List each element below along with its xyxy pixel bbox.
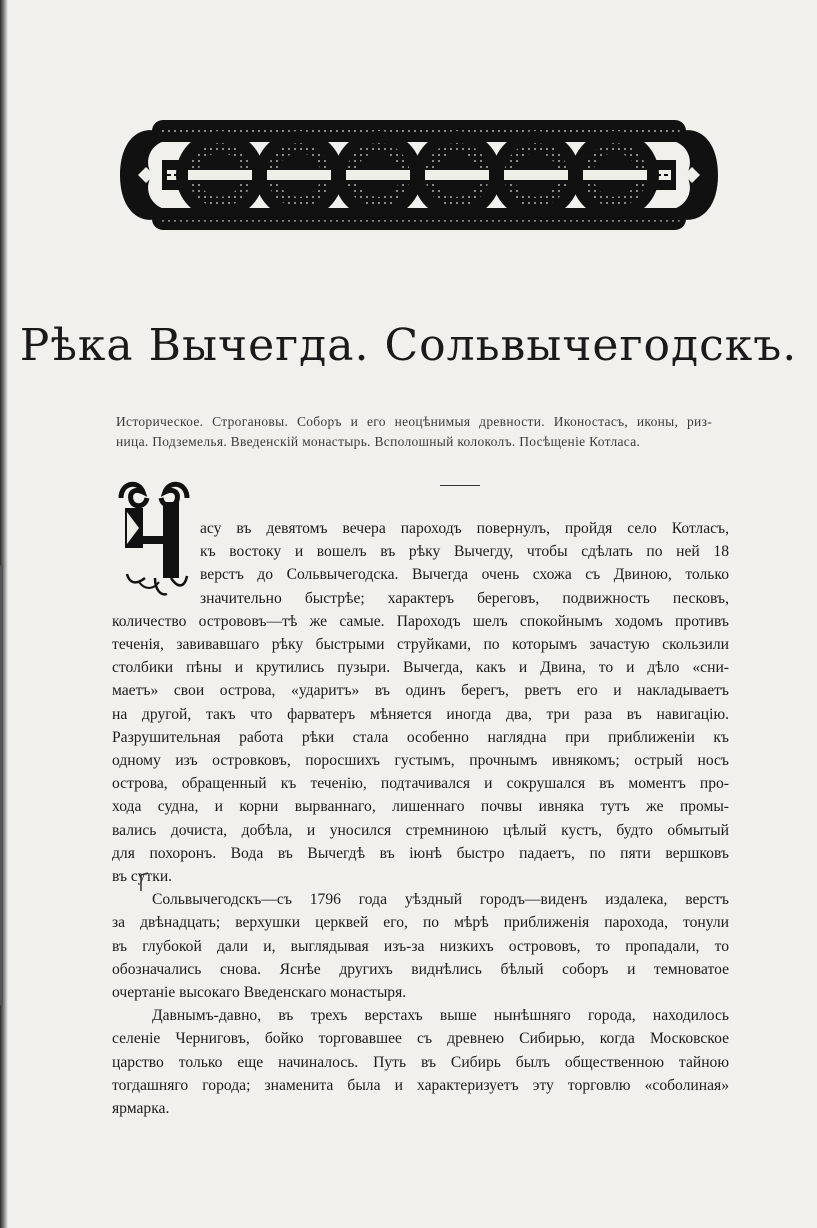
body-line: теченія, завивавшаго рѣку быстрыми струйками, по которымъ зачастую скользили: [112, 636, 729, 654]
body-text: [112, 517, 729, 1120]
body-line: Сольвычегодскъ—съ 1796 года уѣздный городъ—виденъ издалека, верстъ: [152, 891, 729, 909]
body-line: селеніе Черниговъ, бойко торговавшее съ древнею Сибирью, когда Московское: [112, 1030, 729, 1048]
body-line: царство только еще начиналось. Путь въ Сибирь былъ общественною тайною: [112, 1053, 729, 1071]
summary-line: ница. Подземелья. Введенскій монастырь. Всполошный колоколъ. Посѣщеніе Котласа.: [116, 434, 641, 449]
body-line: вались дочиста, добѣла, и уносился стремниною цѣлый кустъ, будто обмытый: [112, 821, 729, 839]
body-line: одному изъ островковъ, поросшихъ густымъ, прочнымъ ивнякомъ; острый носъ: [112, 752, 729, 770]
section-divider: [440, 485, 480, 486]
body-line: за двѣнадцать; верхушки церквей его, по мѣрѣ приближенія парохода, тонули: [112, 914, 729, 932]
summary-line: Историческое. Строгановы. Соборъ и его неоцѣнимыя древности. Иконостасъ, иконы, риз-: [116, 414, 712, 429]
body-line: Разрушительная работа рѣки стала особенно наглядна при приближеніи къ: [112, 728, 729, 746]
body-line: значительно быстрѣе; характеръ береговъ, подвижность песковъ,: [200, 589, 729, 607]
chapter-title: Рѣка Вычегда. Сольвычегодскъ.: [19, 320, 798, 371]
body-line: на другой, такъ что фарватеръ мѣняется иногда два, три раза въ навигацію.: [112, 705, 729, 723]
body-line: ярмарка.: [112, 1100, 170, 1118]
body-line: въ глубокой дали и, выглядывая изъ-за низкихъ острововъ, то пропадали, то: [112, 937, 729, 955]
ornamental-header-band: [112, 110, 726, 240]
body-line: количество острововъ—тѣ же самые. Пароходъ шелъ спокойнымъ ходомъ противъ: [112, 612, 729, 630]
body-line: къ востоку и вошелъ въ рѣку Вычегду, чтобы сдѣлать по ней 18: [200, 543, 729, 561]
body-line: столбики пѣны и крутились пузыри. Вычегда, какъ и Двина, то и дѣло «сни-: [112, 659, 729, 677]
body-line: для похоронъ. Вода въ Вычегдѣ въ іюнѣ быстро падаетъ, по пяти вершковъ: [112, 844, 729, 862]
body-line: верстъ до Сольвычегодска. Вычегда очень схожа съ Двиною, только: [200, 566, 729, 584]
scan-artifact-line: [0, 565, 3, 1005]
body-line: тогдашняго города; знаменита была и характеризуетъ эту торговлю «соболиная»: [112, 1076, 729, 1094]
body-line: въ сутки.: [112, 868, 173, 886]
margin-bracket-mark: [138, 871, 150, 893]
body-line: Давнымъ-давно, въ трехъ верстахъ выше нынѣшняго города, находилось: [152, 1007, 729, 1025]
body-line: хода судна, и корни вырваннаго, лишеннаго почвы ивняка тутъ же промы-: [112, 798, 729, 816]
body-line: маетъ» свои острова, «ударитъ» въ одинъ берегъ, рветъ его и накладываетъ: [112, 682, 729, 700]
chapter-summary: [116, 412, 712, 452]
body-line: обозначались снова. Яснѣе другихъ виднѣлись бѣлый соборъ и темноватое: [112, 960, 729, 978]
body-line: острова, обращенный къ теченію, подтачивался и сокрушался въ моментъ про-: [112, 775, 729, 793]
body-line: очертаніе высокаго Введенскаго монастыря.: [112, 984, 407, 1002]
body-line: асу въ девятомъ вечера пароходъ повернулъ, пройдя село Котласъ,: [200, 520, 729, 537]
